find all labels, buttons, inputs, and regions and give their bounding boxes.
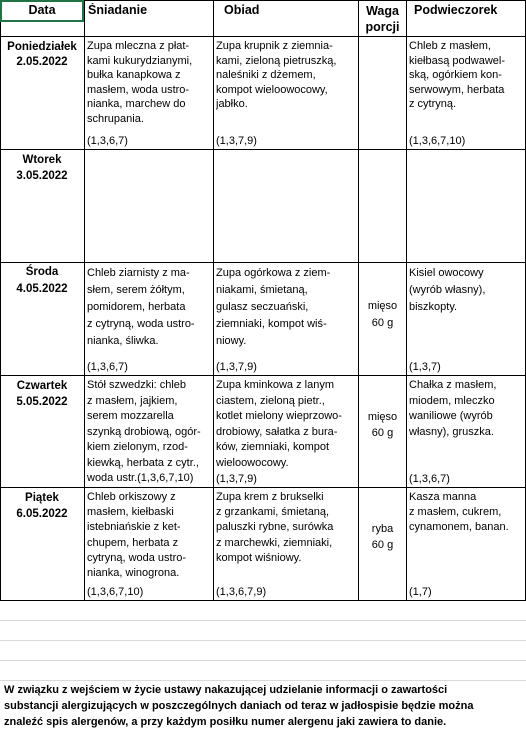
row-divider xyxy=(0,487,526,488)
breakfast-cell: Zupa mleczna z płat- kami kukurydzianymi, bułka kanapkowa z masłem, woda ustro- nianka, marchew do schrupania. xyxy=(87,40,193,125)
lunch-allergens: (1,3,7,9) xyxy=(216,361,257,373)
lunch-allergens: (1,3,7,9) xyxy=(216,135,257,147)
column-divider xyxy=(213,0,214,600)
gridline xyxy=(0,640,526,641)
breakfast-cell: Chleb orkiszowy z masłem, kiełbaski istebniańskie z ket- chupem, herbata z cytryną, woda ustro- nianka, winogrona. xyxy=(87,491,187,580)
header-lunch: Obiad xyxy=(224,3,260,17)
portion-cell: ryba 60 g xyxy=(371,523,394,551)
snack-allergens: (1,3,6,7) xyxy=(409,473,450,485)
day-date: 4.05.2022 xyxy=(16,283,68,295)
day-name: Czwartek xyxy=(16,380,68,392)
day-date: 5.05.2022 xyxy=(16,396,68,408)
row-divider xyxy=(0,600,526,601)
header-breakfast: Śniadanie xyxy=(88,3,148,17)
day-name: Poniedziałek xyxy=(7,41,77,53)
header-date: Data xyxy=(28,3,56,17)
portion-cell: mięso 60 g xyxy=(367,300,398,329)
gridline xyxy=(0,680,526,681)
day-name: Środa xyxy=(25,266,59,278)
portion-cell: mięso 60 g xyxy=(367,411,398,439)
day-name: Piątek xyxy=(25,492,59,504)
lunch-cell: Zupa kminkowa z lanym ciastem, zieloną pietr., kotlet mielony wieprzowo- drobiowy, sałatka z bura- ków, ziemniaki, kompot wieloowocowy. xyxy=(216,379,342,469)
lunch-allergens: (1,3,6,7,9) xyxy=(216,586,267,598)
snack-allergens: (1,3,7) xyxy=(409,361,441,373)
row-divider xyxy=(0,375,526,376)
day-name: Wtorek xyxy=(22,154,62,166)
snack-cell: Chałka z masłem, miodem, mleczko waniliowe (wyrób własny), gruszka. xyxy=(409,379,497,438)
snack-cell: Chleb z masłem, kiełbasą podwawel- ską, ogórkiem kon- serwowym, herbata z cytryną. xyxy=(409,40,505,110)
allergen-notice: W związku z wejściem w życie ustawy nakazującej udzielanie informacji o zawartości substancji alergizujących w poszczególnych daniach od teraz w jadłospisie będzie można znaleźć spis alergenów, a przy każdym posiłku numer alergenu jaki zawiera to danie. xyxy=(4,684,474,728)
row-divider xyxy=(0,262,526,263)
breakfast-allergens: (1,3,6,7) xyxy=(87,135,128,147)
header-snack: Podwieczorek xyxy=(414,3,498,17)
day-date: 2.05.2022 xyxy=(16,56,68,68)
breakfast-allergens: (1,3,6,7,10) xyxy=(87,586,144,598)
breakfast-cell: Stół szwedzki: chleb z masłem, jajkiem, serem mozzarella szynką drobiową, ogór- kiem zielonym, rzod- kiewką, herbata z cytr., woda ustr.(1,3,6,7,10) xyxy=(87,379,201,484)
column-divider xyxy=(84,0,85,600)
lunch-cell: Zupa ogórkowa z ziem- niakami, śmietaną, gulasz seczuański, ziemniaki, kompot wiś- niowy. xyxy=(216,267,331,347)
snack-allergens: (1,7) xyxy=(409,586,432,598)
lunch-allergens: (1,3,7,9) xyxy=(216,473,257,485)
gridline xyxy=(0,660,526,661)
snack-cell: Kisiel owocowy (wyrób własny), biszkopty. xyxy=(409,267,486,313)
row-divider xyxy=(0,36,526,37)
gridline xyxy=(0,620,526,621)
column-divider xyxy=(406,0,407,600)
row-divider xyxy=(0,149,526,150)
breakfast-cell: Chleb ziarnisty z ma- słem, serem żółtym, pomidorem, herbata z cytryną, woda ustro- nianka, śliwka. xyxy=(87,267,195,347)
header-portion: Waga porcji xyxy=(365,4,400,34)
breakfast-allergens: (1,3,6,7) xyxy=(87,361,128,373)
lunch-cell: Zupa krem z brukselki z grzankami, śmietaną, paluszki rybne, surówka z marchewki, ziemniaki, kompot wiśniowy. xyxy=(216,491,334,564)
day-date: 3.05.2022 xyxy=(16,170,68,182)
lunch-cell: Zupa krupnik z ziemnia- kami, zieloną pietruszką, naleśniki z dżemem, kompot wieloowocowy, jabłko. xyxy=(216,40,337,110)
day-date: 6.05.2022 xyxy=(16,508,68,520)
snack-cell: Kasza manna z masłem, cukrem, cynamonem, banan. xyxy=(409,491,509,534)
snack-allergens: (1,3,6,7,10) xyxy=(409,135,466,147)
